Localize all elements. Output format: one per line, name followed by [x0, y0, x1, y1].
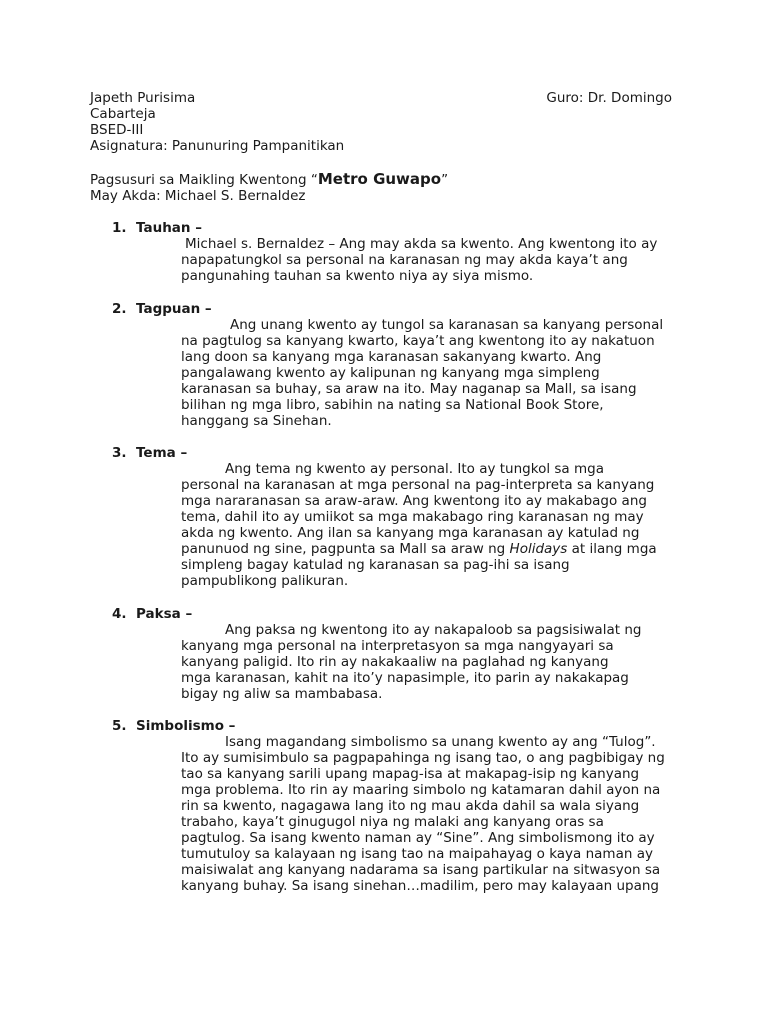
- body-line: kanyang paligid. Ito rin ay nakakaaliw na paglahad ng kanyang: [181, 654, 609, 670]
- body-line: [181, 622, 681, 638]
- story-author: May Akda: Michael S. Bernaldez: [90, 188, 306, 204]
- section-heading: [112, 718, 687, 734]
- body-line: pagtulog. Sa isang kwento naman ay “Sine”. Ang simbolismong ito ay: [181, 830, 655, 846]
- body-text: Ang tema ng kwento ay personal. Ito ay tungkol sa mga: [225, 461, 604, 477]
- body-line: akda ng kwento. Ang ilan sa kanyang mga karanasan ay katulad ng: [181, 525, 640, 541]
- body-line: hanggang sa Sinehan.: [181, 413, 332, 429]
- section-simbolismo: [112, 718, 687, 894]
- body-line: [181, 317, 681, 333]
- body-line: kanyang mga personal na interpretasyon sa mga nangyayari sa: [181, 638, 614, 654]
- body-line: rin sa kwento, nagagawa lang ito ng mau akda dahil sa wala siyang: [181, 798, 640, 814]
- section-heading: [112, 445, 687, 461]
- body-text: Ang unang kwento ay tungol sa karanasan sa kanyang personal: [230, 317, 664, 333]
- body-line: napapatungkol sa personal na karanasan ng may akda kaya’t ang: [181, 252, 628, 268]
- body-line: bilihan ng mga libro, sabihin na nating sa National Book Store,: [181, 397, 604, 413]
- body-text: panunuod ng sine, pagpunta sa Mall sa araw ng: [181, 541, 510, 557]
- section-heading: [112, 220, 687, 236]
- section-tauhan: [112, 220, 687, 284]
- section-heading: [112, 301, 687, 317]
- body-text-italic: Holidays: [509, 541, 568, 557]
- body-line: maisiwalat ang kanyang nadarama sa isang partikular na sitwasyon sa: [181, 862, 661, 878]
- body-text: at ilang mga: [567, 541, 657, 557]
- section-title: Tauhan –: [136, 220, 202, 236]
- body-line: Ito ay sumisimbulo sa pagpapahinga ng isang tao, o ang pagbibigay ng: [181, 750, 665, 766]
- section-paksa: [112, 606, 687, 702]
- body-line: pampublikong palikuran.: [181, 573, 349, 589]
- subject: Asignatura: Panunuring Pampanitikan: [90, 138, 345, 154]
- body-line: simpleng bagay katulad ng karanasan sa pag-ihi sa isang: [181, 557, 570, 573]
- body-line: [181, 236, 681, 252]
- story-title: Metro Guwapo: [317, 170, 442, 188]
- body-line: karanasan sa buhay, sa araw na ito. May naganap sa Mall, sa isang: [181, 381, 637, 397]
- body-line: personal na karanasan at mga personal na pag-interpreta sa kanyang: [181, 477, 655, 493]
- body-line: trabaho, kaya’t ginugugol niya ng malaki ang kanyang oras sa: [181, 814, 604, 830]
- section-tagpuan: [112, 301, 687, 429]
- review-prefix: Pagsusuri sa Maikling Kwentong “: [90, 172, 318, 188]
- course: BSED-III: [90, 122, 144, 138]
- teacher-name: Guro: Dr. Domingo: [546, 90, 672, 106]
- review-suffix: ”: [441, 172, 449, 188]
- review-title: [90, 171, 448, 188]
- section-title: Tema –: [136, 445, 188, 461]
- section-number: 3.: [112, 445, 127, 461]
- body-line: bigay ng aliw sa mambabasa.: [181, 686, 383, 702]
- section-heading: [112, 606, 687, 622]
- section-tema: [112, 445, 687, 589]
- body-line: [181, 461, 681, 477]
- body-text: Ang paksa ng kwentong ito ay nakapaloob sa pagsisiwalat ng: [225, 622, 642, 638]
- author-name: Japeth Purisima: [90, 90, 196, 106]
- body-line: kanyang buhay. Sa isang sinehan…madilim, pero may kalayaan upang: [181, 878, 659, 894]
- body-line: tao sa kanyang sarili upang mapag-isa at makapag-isip ng kanyang: [181, 766, 640, 782]
- section-body: [181, 317, 681, 429]
- body-line: mga nararanasan sa araw-araw. Ang kwentong ito ay makabago ang: [181, 493, 647, 509]
- body-line: na pagtulog sa kanyang kwarto, kaya’t ang kwentong ito ay nakatuon: [181, 333, 655, 349]
- section-number: 4.: [112, 606, 127, 622]
- section-number: 1.: [112, 220, 127, 236]
- section-body: [181, 622, 681, 702]
- section-body: [181, 236, 681, 284]
- body-line: [181, 541, 681, 557]
- section-number: 2.: [112, 301, 127, 317]
- body-text: Michael s. Bernaldez – Ang may akda sa kwento. Ang kwentong ito ay: [185, 236, 658, 252]
- body-text: Isang magandang simbolismo sa unang kwento ay ang “Tulog”.: [225, 734, 656, 750]
- body-line: tema, dahil ito ay umiikot sa mga makabago ring karanasan ng may: [181, 509, 644, 525]
- body-line: pangalawang kwento ay kalipunan ng kanyang mga simpleng: [181, 365, 600, 381]
- section-title: Paksa –: [136, 606, 193, 622]
- section-body: [181, 734, 681, 894]
- body-line: mga problema. Ito rin ay maaring simbolo ng katamaran dahil ayon na: [181, 782, 661, 798]
- section-body: [181, 461, 681, 589]
- body-line: mga karanasan, kahit na ito’y napasimple, ito parin ay nakakapag: [181, 670, 629, 686]
- body-line: lang doon sa kanyang mga karanasan sakanyang kwarto. Ang: [181, 349, 602, 365]
- section-title: Tagpuan –: [136, 301, 212, 317]
- section-number: 5.: [112, 718, 127, 734]
- section-title: Simbolismo –: [136, 718, 236, 734]
- body-line: tumutuloy sa kalayaan ng isang tao na maipahayag o kaya naman ay: [181, 846, 653, 862]
- author-surname: Cabarteja: [90, 106, 156, 122]
- body-line: [181, 734, 681, 750]
- body-line: pangunahing tauhan sa kwento niya ay siya mismo.: [181, 268, 534, 284]
